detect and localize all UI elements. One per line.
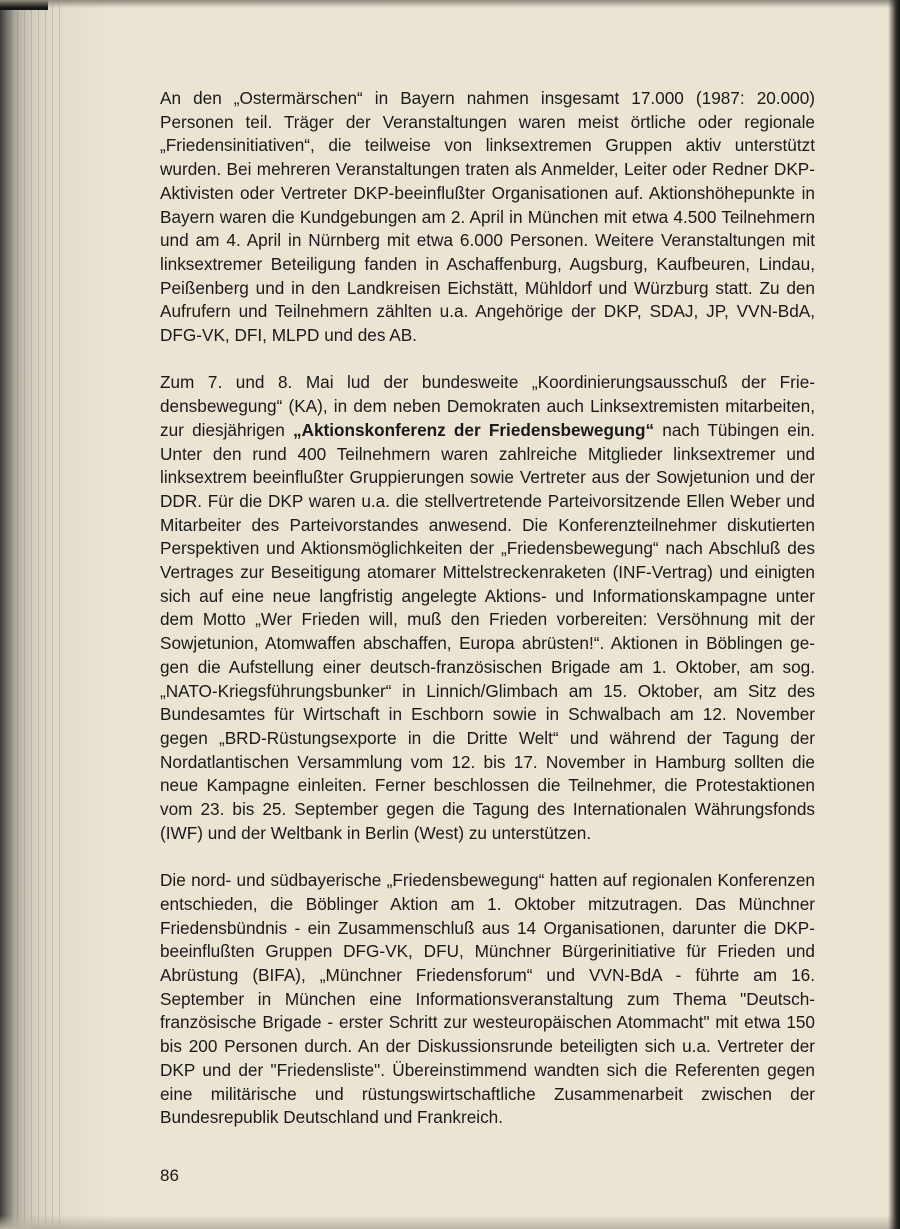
page-right-edge	[888, 0, 900, 1229]
paragraph-aktionskonferenz-intro: Zum 7. und 8. Mai lud der bundesweite „Koordinierungsausschuß der Friedensbewegung“ (KA), in dem neben Demokraten auch Linksextremisten mitarbeiten, zur diesjährigen	[160, 372, 815, 440]
paragraph-aktionskonferenz	[160, 371, 815, 845]
binding-texture	[10, 0, 60, 1229]
emphasis-aktionskonferenz: „Aktionskonferenz der Friedensbewegung“	[292, 419, 655, 440]
page-bottom-edge	[0, 1215, 900, 1229]
paragraph-friedensbuendnis: Die nord- und südbayerische „Friedensbewegung“ hatten auf regionalen Konferenzen entschieden, die Böblinger Aktion am 1. Oktober mitzutragen. Das Münchner Friedensbündnis - ein Zusammenschluß aus 14 Organisationen, darunter die DKP-beeinflußten Gruppen DFG-VK, DFU, Münchner Bürgerinitiative für Frieden und Abrüstung (BIFA), „Münchner Friedensforum“ und VVN-BdA - führte am 16. September in München eine Informationsveranstaltung zum Thema "Deutsch-französische Brigade - erster Schritt zur westeuropäischen Atommacht" mit etwa 150 bis 200 Personen durch. An der Diskussionsrunde beteiligten sich u.a. Vertreter der DKP und der "Friedensliste". Übereinstimmend wandten sich die Referenten gegen eine militärische und rüstungswirtschaftliche Zusammenarbeit zwischen der Bundesrepublik Deutschland und Frankreich.	[160, 870, 815, 1128]
page-top-edge	[0, 0, 900, 8]
body-text	[160, 87, 815, 1130]
paragraph-ostermaersche: An den „Ostermärschen“ in Bayern nahmen insgesamt 17.000 (1987: 20.000) Personen teil. Träger der Veranstaltungen waren meist örtliche oder regionale „Friedensinitiativen“, die teilweise von linksextremen Gruppen aktiv unterstützt wurden. Bei mehreren Veranstaltungen traten als Anmelder, Leiter oder Redner DKP-Aktivisten oder Vertreter DKP-beeinflußter Organisationen auf. Aktionshöhepunkte in Bayern waren die Kundgebungen am 2. April in München mit etwa 4.500 Teilnehmern und am 4. April in Nürnberg mit etwa 6.000 Personen. Weitere Veranstaltungen mit linksextremer Beteiligung fanden in Aschaffenburg, Augsburg, Kaufbeuren, Lindau, Peißenberg und in den Landkreisen Eichstätt, Mühldorf und Würzburg statt. Zu den Aufrufern und Teilnehmern zählten u.a. Angehörige der DKP, SDAJ, JP, VVN-BdA, DFG-VK, DFI, MLPD und des AB.	[160, 88, 815, 346]
page-number: 86	[160, 1166, 179, 1185]
paragraph-aktionskonferenz-body: nach Tübingen ein. Unter den rund 400 Teilnehmern waren zahlreiche Mitglieder linksextremer und linksextrem beeinflußter Gruppierungen sowie Vertreter aus der Sowjetunion und der DDR. Für die DKP waren u.a. die stellvertretende Parteivorsitzende Ellen Weber und Mitarbeiter des Parteivorstandes anwesend. Die Konferenzteilnehmer diskutierten Perspektiven und Aktionsmöglichkeiten der „Friedensbewegung“ nach Abschluß des Vertrages zur Beseitigung atomarer Mittelstreckenraketen (INF-Vertrag) und einigten sich auf eine neue langfristig angelegte Aktions- und Informationskampagne unter dem Motto „Wer Frieden will, muß den Frieden vorbereiten: Versöhnung mit der Sowjetunion, Atomwaffen abschaffen, Europa abrüsten!“. Aktionen in Böblingen gegen die Aufstellung einer deutsch-französischen Brigade am 1. Oktober, am sog. „NATO-Kriegsführungsbunker“ in Linnich/Glimbach am 15. Oktober, am Sitz des Bundesamtes für Wirtschaft in Eschborn sowie in Schwalbach am 12. November gegen „BRD-Rüstungsexporte in die Dritte Welt“ und während der Tagung der Nordatlantischen Versammlung vom 12. bis 17. November in Hamburg sollten die neue Kampagne einleiten. Ferner beschlossen die Teilnehmer, die Protestaktionen vom 23. bis 25. September gegen die Tagung des Internationalen Währungsfonds (IWF) und der Weltbank in Berlin (West) zu unterstützen.	[160, 419, 815, 843]
